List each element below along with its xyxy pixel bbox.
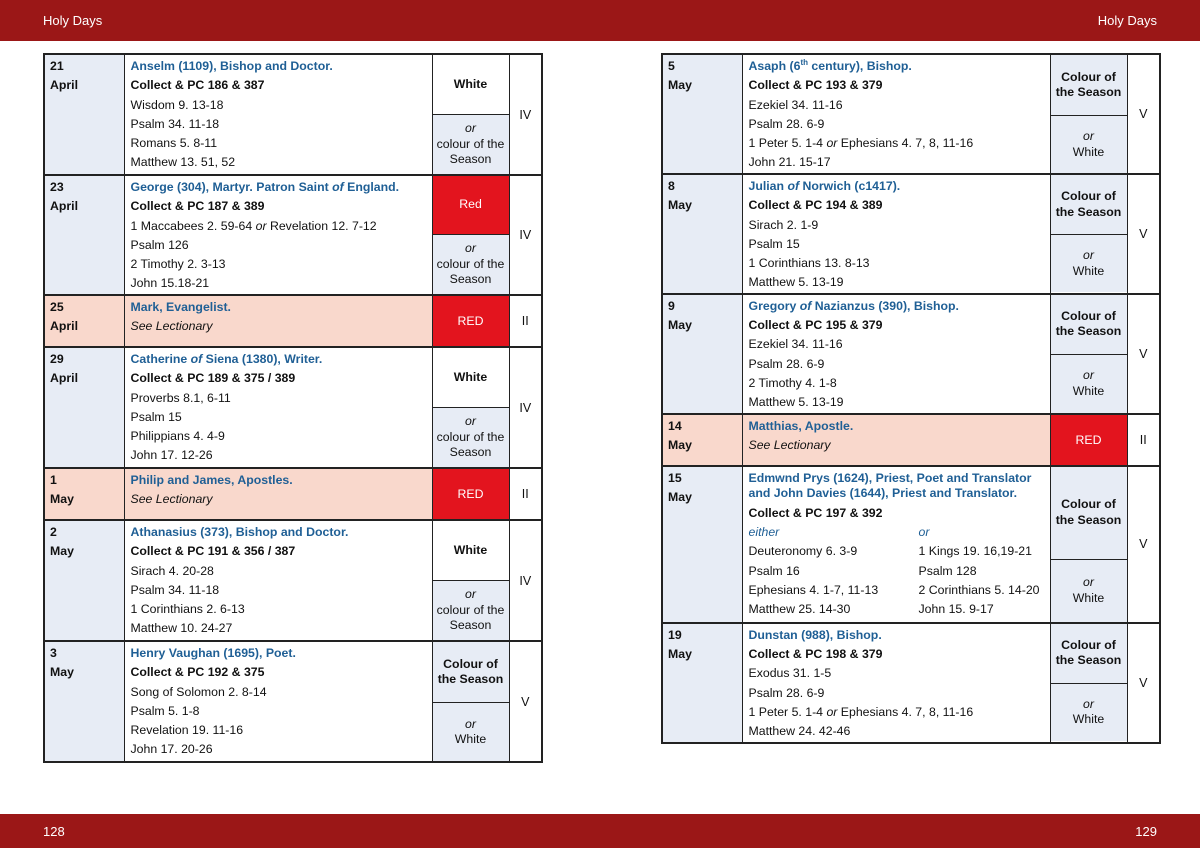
month: April bbox=[50, 199, 79, 214]
day: 8 bbox=[668, 179, 675, 193]
rank-numeral: IV bbox=[509, 520, 542, 641]
or-label: or bbox=[918, 525, 930, 540]
reading bbox=[749, 703, 1044, 722]
saint-title: Athanasius (373), Bishop and Doctor. bbox=[130, 525, 349, 539]
month: May bbox=[668, 647, 692, 662]
day: 14 bbox=[668, 418, 682, 433]
header-band bbox=[0, 0, 1200, 41]
day: 19 bbox=[668, 627, 682, 642]
entry-date bbox=[662, 54, 742, 174]
or-label: or bbox=[465, 716, 476, 731]
entry-text bbox=[742, 466, 1050, 623]
entry-date bbox=[662, 623, 742, 743]
alt-colour-label: colour of the Season bbox=[436, 429, 505, 460]
rank-numeral: II bbox=[509, 468, 542, 520]
reading: John 15.18-21 bbox=[130, 276, 210, 291]
saint-title bbox=[749, 469, 1044, 504]
reading: Psalm 28. 6-9 bbox=[748, 116, 825, 131]
reading: John 17. 20-26 bbox=[130, 742, 213, 757]
entry-julian bbox=[662, 174, 1160, 294]
entry-george bbox=[44, 175, 542, 295]
title-part: Siena (1380), Writer. bbox=[202, 352, 323, 366]
reading: John 17. 12-26 bbox=[130, 448, 213, 463]
rank-numeral: IV bbox=[509, 54, 542, 175]
day: 25 bbox=[50, 300, 64, 314]
alt-colour-label: White bbox=[1072, 144, 1105, 159]
month: May bbox=[668, 198, 692, 213]
header-right-title: Holy Days bbox=[1097, 13, 1157, 28]
reading: Psalm 28. 6-9 bbox=[748, 356, 825, 371]
entry-text bbox=[742, 623, 1050, 743]
footer-band bbox=[0, 814, 1200, 848]
rank-numeral: II bbox=[509, 295, 542, 347]
colour-primary: Colour of the Season bbox=[1051, 295, 1127, 354]
entry-text bbox=[124, 347, 432, 468]
month: May bbox=[668, 78, 692, 93]
colour-primary: Colour of the Season bbox=[1051, 467, 1127, 559]
colour-alternative bbox=[433, 702, 509, 761]
or-label: or bbox=[465, 121, 476, 136]
colour-primary: Colour of the Season bbox=[1051, 55, 1127, 115]
reading: 2 Corinthians 5. 14-20 bbox=[918, 582, 1040, 597]
reading: 1 Kings 19. 16,19-21 bbox=[918, 544, 1032, 559]
title-part: of bbox=[190, 352, 203, 366]
colour-primary: Colour of the Season bbox=[433, 642, 509, 702]
entry-date bbox=[44, 641, 124, 762]
month: May bbox=[668, 318, 692, 333]
reading: Matthew 13. 51, 52 bbox=[130, 155, 236, 170]
day: 2 bbox=[50, 525, 57, 539]
entry-text bbox=[742, 174, 1050, 294]
day: 3 bbox=[50, 646, 57, 660]
entry-asaph bbox=[662, 54, 1160, 174]
entry-text bbox=[124, 295, 432, 347]
entry-text bbox=[124, 520, 432, 641]
reading: Revelation 19. 11-16 bbox=[130, 723, 244, 738]
reading-part: 1 Peter 5. 1-4 bbox=[748, 704, 827, 719]
liturgical-colour bbox=[1050, 174, 1127, 294]
alt-colour-label: colour of the Season bbox=[436, 256, 505, 287]
collect-line: Collect & PC 198 & 379 bbox=[748, 647, 883, 662]
entry-text bbox=[124, 468, 432, 520]
saint-title bbox=[749, 177, 1044, 196]
right-page-table bbox=[661, 53, 1161, 744]
entry-date bbox=[44, 175, 124, 295]
collect-line: Collect & PC 192 & 375 bbox=[130, 665, 265, 680]
liturgical-colour bbox=[432, 175, 509, 295]
title-part: Asaph (6 bbox=[748, 59, 801, 73]
reading: 1 Corinthians 13. 8-13 bbox=[748, 256, 870, 271]
reading: Wisdom 9. 13-18 bbox=[130, 97, 224, 112]
liturgical-colour bbox=[1050, 54, 1127, 174]
day: 23 bbox=[50, 180, 64, 194]
reading: Ezekiel 34. 11-16 bbox=[748, 337, 843, 352]
reading: 1 Corinthians 2. 6-13 bbox=[130, 602, 245, 617]
collect-line: Collect & PC 186 & 387 bbox=[130, 78, 265, 93]
entry-date bbox=[662, 174, 742, 294]
reading-part: Revelation 12. 7-12 bbox=[266, 218, 377, 233]
reading: Matthew 10. 24-27 bbox=[130, 621, 233, 636]
entry-matthias bbox=[662, 414, 1160, 466]
reading: 2 Timothy 2. 3-13 bbox=[130, 257, 226, 272]
reading: Psalm 126 bbox=[130, 237, 189, 252]
rank-numeral: V bbox=[1127, 466, 1160, 623]
or-label: or bbox=[1083, 368, 1094, 383]
alternative-readings bbox=[749, 523, 1044, 619]
liturgical-colour bbox=[432, 641, 509, 762]
reading: Psalm 34. 11-18 bbox=[130, 582, 220, 597]
entry-text bbox=[742, 414, 1050, 466]
entry-catherine bbox=[44, 347, 542, 468]
rank-numeral: IV bbox=[509, 175, 542, 295]
reading: Matthew 25. 14-30 bbox=[748, 602, 851, 617]
reading bbox=[131, 217, 426, 236]
alt-colour-label: colour of the Season bbox=[436, 136, 505, 167]
day: 9 bbox=[668, 298, 675, 313]
title-part: of bbox=[787, 179, 800, 193]
day: 5 bbox=[668, 59, 675, 73]
or-label: or bbox=[1083, 129, 1094, 143]
entry-text bbox=[742, 54, 1050, 174]
reading-part: Ephesians 4. 7, 8, 11-16 bbox=[837, 704, 974, 719]
liturgical-colour bbox=[432, 347, 509, 468]
reading: Deuteronomy 6. 3-9 bbox=[748, 544, 858, 559]
month: May bbox=[50, 492, 74, 507]
lectionary-note: See Lectionary bbox=[130, 492, 213, 507]
title-part: Julian bbox=[748, 179, 788, 193]
month: April bbox=[50, 371, 79, 386]
entry-text bbox=[124, 641, 432, 762]
alt-colour-label: White bbox=[454, 732, 487, 746]
colour-primary: RED bbox=[432, 468, 509, 520]
day: 29 bbox=[50, 352, 64, 366]
reading: John 15. 9-17 bbox=[918, 602, 994, 617]
entry-date bbox=[662, 414, 742, 466]
colour-primary: RED bbox=[1050, 414, 1127, 466]
liturgical-colour bbox=[432, 54, 509, 175]
saint-title: Dunstan (988), Bishop. bbox=[748, 627, 882, 642]
month: May bbox=[668, 438, 692, 453]
reading-part: Ephesians 4. 7, 8, 11-16 bbox=[837, 136, 974, 151]
collect-line: Collect & PC 189 & 375 / 389 bbox=[130, 371, 296, 386]
saint-title: Henry Vaughan (1695), Poet. bbox=[130, 646, 296, 660]
day: 1 bbox=[50, 473, 57, 487]
saint-title bbox=[131, 178, 426, 197]
reading: Philippians 4. 4-9 bbox=[130, 429, 225, 444]
left-page-table bbox=[43, 53, 543, 763]
alt-colour-label: White bbox=[1072, 383, 1105, 398]
collect-line: Collect & PC 191 & 356 / 387 bbox=[130, 544, 296, 559]
title-part: Nazianzus (390), Bishop. bbox=[811, 298, 959, 313]
title-part: Catherine bbox=[130, 352, 191, 366]
entry-edmwnd-prys bbox=[662, 466, 1160, 623]
or-label: or bbox=[465, 587, 476, 602]
colour-primary: White bbox=[433, 521, 509, 580]
saint-title: Matthias, Apostle. bbox=[748, 418, 854, 433]
day: 21 bbox=[50, 59, 64, 73]
entry-date bbox=[44, 347, 124, 468]
alt-colour-label: White bbox=[1072, 590, 1105, 605]
lectionary-note: See Lectionary bbox=[130, 319, 213, 334]
rank-numeral: V bbox=[1127, 294, 1160, 414]
reading: Psalm 128 bbox=[918, 563, 977, 578]
entry-date bbox=[44, 54, 124, 175]
reading: Sirach 2. 1-9 bbox=[748, 217, 819, 232]
page-number-left: 128 bbox=[43, 824, 65, 839]
colour-primary: White bbox=[433, 348, 509, 407]
reading: Psalm 16 bbox=[748, 563, 800, 578]
reading bbox=[749, 134, 1044, 153]
reading: Psalm 28. 6-9 bbox=[748, 685, 825, 700]
title-part: England. bbox=[343, 180, 400, 194]
entry-philip-james bbox=[44, 468, 542, 520]
colour-alternative bbox=[1051, 559, 1127, 622]
rank-numeral: V bbox=[509, 641, 542, 762]
colour-primary: Colour of the Season bbox=[1051, 175, 1127, 234]
reading: Ezekiel 34. 11-16 bbox=[748, 97, 843, 112]
reading: Psalm 15 bbox=[130, 409, 182, 424]
alt-colour-label: White bbox=[1072, 712, 1105, 727]
colour-alternative bbox=[433, 114, 509, 174]
rank-numeral: V bbox=[1127, 623, 1160, 743]
month: April bbox=[50, 319, 79, 334]
colour-alternative bbox=[433, 407, 509, 467]
liturgical-colour bbox=[432, 520, 509, 641]
collect-line: Collect & PC 194 & 389 bbox=[748, 198, 883, 213]
entry-mark bbox=[44, 295, 542, 347]
collect-line: Collect & PC 187 & 389 bbox=[130, 199, 265, 214]
reading-or: or bbox=[255, 218, 267, 233]
entry-anselm bbox=[44, 54, 542, 175]
liturgical-colour bbox=[1050, 623, 1127, 743]
entry-henry-vaughan bbox=[44, 641, 542, 762]
entry-date bbox=[44, 468, 124, 520]
colour-alternative bbox=[1051, 354, 1127, 413]
reading: Psalm 34. 11-18 bbox=[130, 116, 220, 131]
colour-alternative bbox=[433, 234, 509, 294]
collect-line: Collect & PC 195 & 379 bbox=[748, 318, 883, 333]
colour-alternative bbox=[1051, 683, 1127, 741]
month: April bbox=[50, 78, 79, 93]
title-part: century), Bishop. bbox=[808, 59, 912, 73]
reading: Exodus 31. 1-5 bbox=[748, 666, 832, 681]
reading-part: 1 Maccabees 2. 59-64 bbox=[130, 218, 256, 233]
liturgical-colour bbox=[1050, 294, 1127, 414]
reading: John 21. 15-17 bbox=[748, 155, 831, 170]
reading: Song of Solomon 2. 8-14 bbox=[130, 684, 267, 699]
reading: Sirach 4. 20-28 bbox=[130, 563, 214, 578]
page-number-right: 129 bbox=[1135, 824, 1157, 839]
reading-part: 1 Peter 5. 1-4 bbox=[748, 136, 827, 151]
reading: Psalm 15 bbox=[748, 236, 800, 251]
reading: Proverbs 8.1, 6-11 bbox=[130, 390, 231, 405]
either-label: either bbox=[748, 525, 780, 540]
colour-alternative bbox=[433, 580, 509, 640]
alt-colour-label: White bbox=[1072, 263, 1105, 278]
entry-athanasius bbox=[44, 520, 542, 641]
reading: Matthew 5. 13-19 bbox=[748, 275, 844, 290]
or-label: or bbox=[465, 414, 476, 429]
liturgical-colour bbox=[1050, 466, 1127, 623]
saint-title: Mark, Evangelist. bbox=[130, 300, 231, 314]
colour-alternative bbox=[1051, 115, 1127, 173]
entry-date bbox=[662, 294, 742, 414]
reading: Psalm 5. 1-8 bbox=[130, 703, 200, 718]
reading: Romans 5. 8-11 bbox=[130, 136, 218, 151]
entry-date bbox=[44, 520, 124, 641]
colour-primary: RED bbox=[432, 295, 509, 347]
title-part: Gregory bbox=[748, 298, 800, 313]
reading: Ephesians 4. 1-7, 11-13 bbox=[748, 582, 879, 597]
title-superscript: th bbox=[800, 57, 808, 67]
or-label: or bbox=[1083, 248, 1094, 262]
or-label: or bbox=[1083, 575, 1094, 590]
colour-alternative bbox=[1051, 234, 1127, 292]
saint-title bbox=[749, 297, 1044, 316]
month: May bbox=[50, 665, 74, 680]
or-label: or bbox=[465, 241, 476, 256]
title-line: and John Davies (1644), Priest and Translator. bbox=[748, 486, 1018, 501]
lectionary-note: See Lectionary bbox=[748, 438, 831, 453]
entry-text bbox=[124, 54, 432, 175]
saint-title bbox=[749, 57, 1044, 76]
title-part: Norwich (c1417). bbox=[799, 179, 901, 193]
entry-text bbox=[742, 294, 1050, 414]
saint-title bbox=[131, 350, 426, 369]
entry-date bbox=[662, 466, 742, 623]
reading: Matthew 5. 13-19 bbox=[748, 395, 844, 410]
reading-or: or bbox=[826, 704, 838, 719]
title-part: of bbox=[799, 298, 812, 313]
header-left-title: Holy Days bbox=[43, 13, 103, 28]
month: May bbox=[668, 490, 692, 505]
entry-text bbox=[124, 175, 432, 295]
day: 15 bbox=[668, 470, 682, 485]
title-part: of bbox=[332, 180, 344, 194]
saint-title: Anselm (1109), Bishop and Doctor. bbox=[130, 59, 333, 73]
rank-numeral: V bbox=[1127, 174, 1160, 294]
title-part: George (304), Martyr. Patron Saint bbox=[130, 180, 333, 194]
colour-primary: White bbox=[433, 55, 509, 114]
colour-primary: Red bbox=[433, 176, 509, 234]
rank-numeral: V bbox=[1127, 54, 1160, 174]
collect-line: Collect & PC 193 & 379 bbox=[748, 78, 883, 93]
reading-or: or bbox=[826, 136, 838, 151]
colour-primary: Colour of the Season bbox=[1051, 624, 1127, 683]
alt-colour-label: colour of the Season bbox=[436, 602, 505, 633]
reading: 2 Timothy 4. 1-8 bbox=[748, 375, 837, 390]
entry-date bbox=[44, 295, 124, 347]
entry-dunstan bbox=[662, 623, 1160, 743]
title-line: Edmwnd Prys (1624), Priest, Poet and Translator bbox=[748, 470, 1032, 485]
entry-gregory bbox=[662, 294, 1160, 414]
month: May bbox=[50, 544, 74, 559]
or-label: or bbox=[1083, 696, 1094, 711]
rank-numeral: II bbox=[1127, 414, 1160, 466]
collect-line: Collect & PC 197 & 392 bbox=[748, 505, 883, 520]
reading: Matthew 24. 42-46 bbox=[748, 724, 851, 739]
rank-numeral: IV bbox=[509, 347, 542, 468]
saint-title: Philip and James, Apostles. bbox=[130, 473, 293, 487]
